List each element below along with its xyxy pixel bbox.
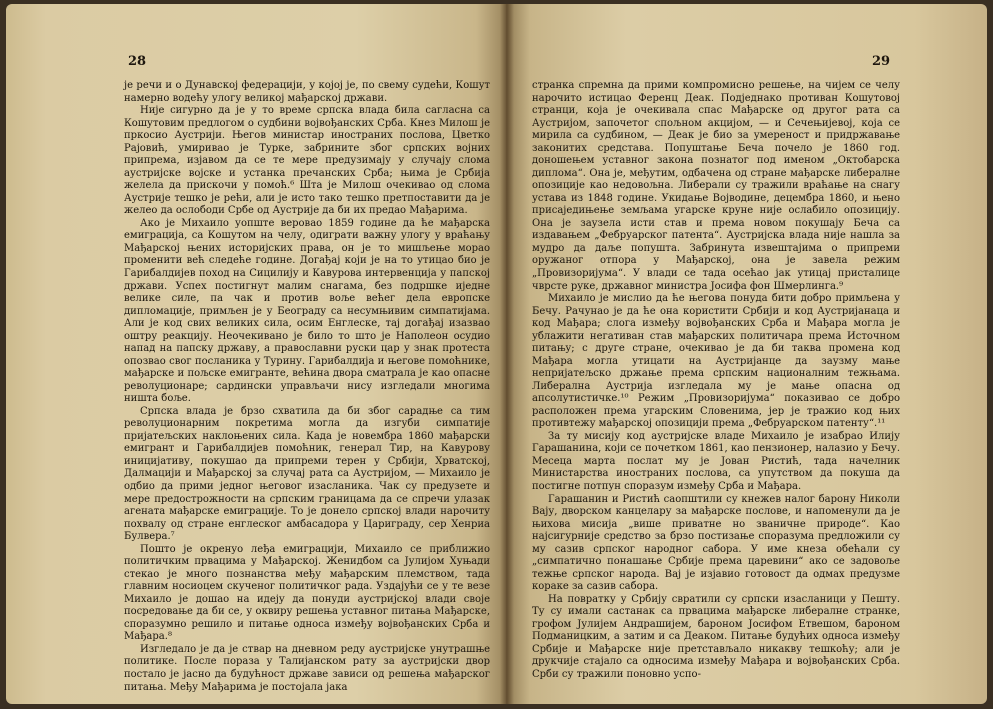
paragraph: је речи и о Дунавској федерацији, у којој је, по свему судећи, Кошут намерно водећу улогу великој мађарској држави. (124, 80, 490, 104)
paragraph: Пошто је окренуо леђа емиграцији, Михаило се приближио политичким првацима у Мађарској. Женидбом са Јулијом Хуњади стекао је много познанства међу мађарским племством, тада главним носиоцем скученог политичког рада. Уздајући се у те везе Михаило је дошао на идеју да понуди аустријској влади своје посредовање да би се, у оквиру решења уставног питања Мађарске, споразумно решило и питање односа између војвођанских Срба и Мађара.⁸ (124, 543, 490, 643)
paragraph: Ако је Михаило уопште веровао 1859 године да ће мађарска емиграција, са Кошутом на челу, одиграти важну улогу у враћању Мађарској њених историјских права, он је то мишљење морао променити већ следеће године. Догађај који је на то утицао био је Гарибалдијев поход на Сицилију и Кавурова интервенција у папској држави. Успех постигнут малим снагама, без подршке иједне велике силе, па чак и против воље већег дела европске дипломације, примљен је у Београду са несумњивим симпатијама. Али је код свих великих сила, осим Енглеске, тај догађај изазвао оштру реакцију. Неочекивано је било то што је Наполеон осудио напад на папску државу, а православни руски цар у знак протеста опозвао свог посланика у Турину. Гарибалдија и његове помоћнике, мађарске и пољске емигранте, већина двора сматрала је као опасне револуционаре; сардински управљачи нису изгледали многима ништа боље. (124, 217, 490, 405)
left-page (6, 4, 506, 704)
page-number-left: 28 (128, 54, 147, 69)
paragraph: Изгледало је да је ствар на дневном реду аустријске унутрашње политике. После пораза у Талијанском рату за аустријски двор постало је јасно да будућност државе зависи од решења мађарског питања. Међу Мађарима је постојала јака (124, 643, 490, 693)
paragraph: Гарашанин и Ристић саопштили су кнежев налог барону Николи Вају, дворском канцелару за мађарске послове, и напоменули да је њихова мисија „више приватне но званичне природе“. Као најсигурније средство за брзо постизање споразума предложили су му сазив српског народног сабора. У име кнеза обећали су „симпатично понашање Србије према царевини“ ако се задовоље тежње српског народа. Вај је изјавио готовост да одмах предузме кораке за сазив сабора. (532, 493, 900, 593)
right-page-text (532, 80, 900, 682)
paragraph: Михаило је мислио да ће његова понуда бити добро примљена у Бечу. Рачунао је да ће она користити Србији и код Аустријанаца и код Мађара; слога између војвођанских Срба и Мађара могла је ублажити негативан став мађарских политичара према Источном питању; с друге стране, очекивао је да би таква промена код Мађара могла утицати на Аустријанце да заузму мање непријатељско држање према српским националним тежњама. Либерална Аустрија изгледала му је мање опасна од апсолутистичке.¹⁰ Режим „Провизоријума“ показивао се добро расположен према угарским Словенима, јер је тражио код њих противтежу мађарској опозицији према „Фебруарском патенту“.¹¹ (532, 293, 900, 430)
paragraph: Није сигурно да је у то време српска влада била сагласна са Кошутовим предлогом о судбини војвођанских Срба. Кнез Милош је пркосио Аустрији. Његов министар иностраних послова, Цветко Рајовић, умиривао је Турке, забрините због српских војних припрема, изјавом да се те мере предузимају у случају слома аустријске војске и устанка пречанских Срба; њима је Србија желела да прискочи у помоћ.⁶ Шта је Милош очекивао од слома Аустрије тешко је рећи, али је исто тако тешко претпоставити да је желео да ослободи Србе од Аустрије да би их предао Мађарима. (124, 105, 490, 217)
paragraph: За ту мисију код аустријске владе Михаило је изабрао Илију Гарашанина, који се почетком 1861, као пензионер, налазио у Бечу. Месеца марта послат му је Јован Ристић, тада начелник Министарства иностраних послова, са упутством да покуша да постигне потпун споразум између Срба и Мађара. (532, 430, 900, 492)
paragraph: Српска влада је брзо схватила да би због сарадње са тим револуционарним покретима могла да изгуби симпатије пријатељских наклоњених сила. Када је новембра 1860 мађарски емигрант и Гарибалдијев помоћник, генерал Тир, на Кавурову иницијативу, покушао да припреми терен у Србији, Хрватској, Далмацији и Мађарској за случај рата са Аустријом, — Михаило је одбио да прими једног његовог изасланика. Чак су предузете и мере предострожности на српским границама да се спречи улазак агената мађарске емиграције. То је донело српској влади нарочиту похвалу од стране енглеског амбасадора у Цариграду, сер Хенриа Булвера.⁷ (124, 405, 490, 543)
paragraph: странка спремна да прими компромисно решење, на чијем се челу нарочито истицао Ференц Деак. Подједнако противан Кошутовој странци, која је очекивала спас Мађарске од другог рата са Аустријом, започетог спољном акцијом, — и Сечењијевој, која се мирила са судбином, — Деак је био за умереност и придржавање законитих средстава. Попуштање Беча почело је 1860 год. доношењем уставног закона познатог под именом „Октобарска диплома“. Она је, међутим, одбачена од стране мађарске либералне опозиције као недовољна. Либерали су тражили враћање на снагу устава из 1848 године. Укидање Војводине, децембра 1860, и њено присаједињење земљама угарске круне није ослабило опозицију. Она је заузела исти став и према новом покушају Беча са издавањем „Фебруарског патента“. Аустријска влада није нашла за мудро да даље попушта. Забринута извештајима о припреми оружаног отпора у Мађарској, она је завела режим „Провизоријума“. У влади се тада осећао јак утицај присталице чврсте руке, државног министра Јосифа фон Шмерлинга.⁹ (532, 80, 900, 292)
left-page-text (124, 80, 490, 694)
right-page (506, 4, 987, 704)
paragraph: На повратку у Србију свратили су српски изасланици у Пешту. Ту су имали састанак са првацима мађарске либералне странке, грофом Јулијем Андрашијем, бароном Јосифом Етвешом, бароном Подманицким, а затим и са Деаком. Питање будућих односа између Србије и Мађарске није претстављало никакву тешкоћу; али је друкчије стајало са односима између Мађара и војвођанских Срба. Срби су тражили поновно успо- (532, 593, 900, 680)
page-number-right: 29 (872, 54, 891, 69)
book-gutter (500, 4, 514, 704)
